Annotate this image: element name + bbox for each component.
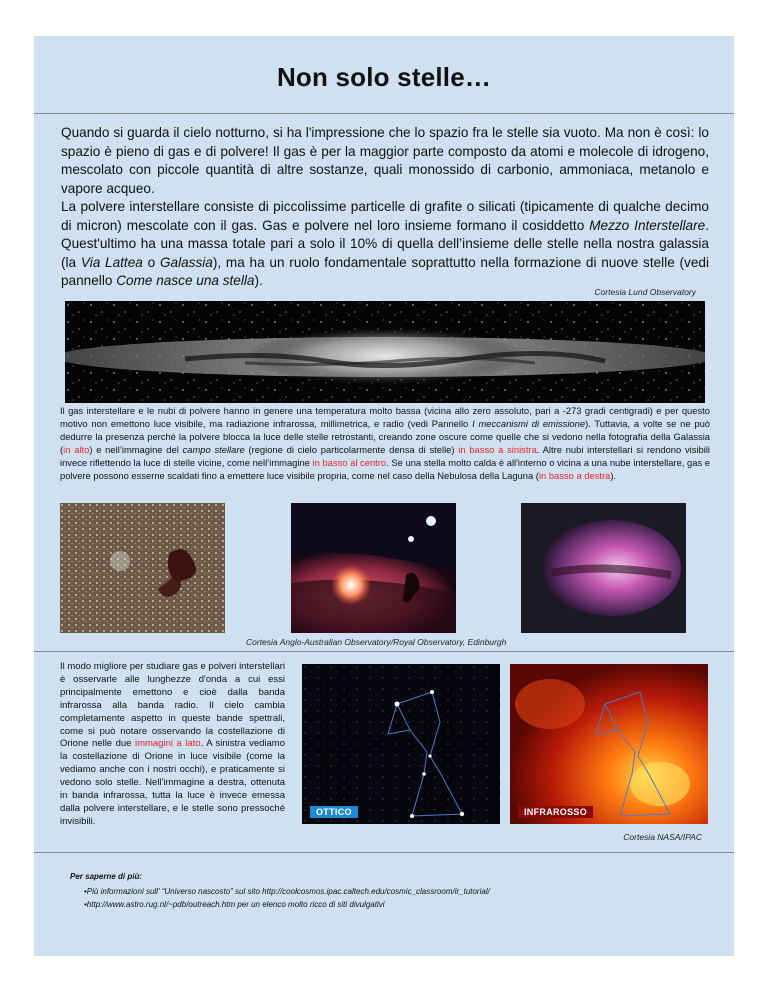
intro-text-3: . Quest'ultimo ha una massa totale pari a solo il 10% di quella dell’insieme delle stelle nella nostra galassia (la [61, 217, 709, 270]
caption-f: campo stellare [182, 443, 245, 455]
milky-way-image [65, 301, 705, 403]
caption-b: I meccanismi di emissione [472, 417, 586, 429]
caption-ref-bottom-center: in basso al centro [312, 456, 387, 468]
title-rule [34, 113, 734, 114]
orion-paragraph [60, 661, 285, 829]
caption-ref-bottom-right: in basso a destra [538, 469, 611, 481]
caption-m: ). [610, 469, 617, 481]
further-reading-link-2[interactable]: •http://www.astro.rug.nl/~pdb/outreach.htm per un elenco molto ricco di siti divulgativi [84, 900, 385, 909]
caption-i: . Altre nubi interstellari si rendono visibili invece riflettendo la luce di stelle vicine, come nell’immagine [60, 443, 710, 468]
further-reading [70, 870, 720, 911]
orion-ref-images: immagini a lato [134, 738, 201, 750]
intro-mezzo: Mezzo Interstellare [589, 217, 706, 233]
caption-e: ) e nell’immagine del [89, 443, 183, 455]
orion-infrared-image [510, 664, 708, 824]
infrared-label: INFRAROSSO [518, 806, 593, 818]
lagoon-graphic [521, 503, 686, 633]
intro-paragraph [61, 124, 709, 291]
intro-pannello: Come nasce una stella [116, 273, 255, 288]
star-field-graphic [60, 503, 225, 633]
lagoon-nebula-image [521, 503, 686, 633]
orion-text-c: . A sinistra vediamo la costellazione di Orione in luce visibile (come la vediamo anche con i nostri occhi), e praticamente si vedono solo stelle. Nell'immagine a destra, ottenuta in banda infrarossa, tutta la luce è invece emessa dalla polvere interstellare, e le stelle sono pressoché invisibili. [60, 738, 286, 827]
intro-text-4: ), ma ha un ruolo fondamentale soprattutto nella formazione di nuove stelle (vedi pannello [61, 254, 709, 288]
credit-lund: Cortesia Lund Observatory [594, 287, 696, 297]
horsehead-graphic [291, 503, 456, 633]
caption-ref-bottom-left: in basso a sinistra [458, 443, 537, 455]
caption-c: ). Tuttavia, a volte se ne può dedurre la presenza perché la polvere blocca la luce delle stelle retrostanti, creando zone oscure come quelle che si vedono nella fotografia della Galassia ( [60, 417, 710, 455]
intro-text-1: Quando si guarda il cielo notturno, si ha l'impressione che lo spazio fra le stelle sia vuoto. Ma non è così: lo spazio è pieno di gas e di polvere! Il gas è per la maggior parte composto da atomi e molecole di idrogeno, mescolato con piccole quantità di altre sostanze, quali monossido di carbonio, ammoniaca, metanolo e vapore acqueo. [61, 125, 709, 196]
further-reading-title: Per saperne di più: [70, 872, 143, 881]
orion-optical-image [302, 664, 500, 824]
credit-nasa: Cortesia NASA/IPAC [623, 832, 702, 842]
caption-k: . Se una stella molto calda è all'interno o vicina a una nube interstellare, gas e polvere possono esserne scaldati fino a emettere luce visibile propria, come nel caso della Nebulosa della Laguna ( [60, 456, 710, 481]
caption-g: (regione di cielo particolarmente densa di stelle) [244, 443, 459, 455]
intro-text-2: La polvere interstellare consiste di piccolissime particelle di grafite o silicati (tipicamente di qualche decimo di micron) mescolate con il gas. Gas e polvere nel loro insieme formano il cosiddetto [61, 199, 709, 233]
further-reading-link-1[interactable]: •Più informazioni sull' “Universo nascosto” sul sito http://coolcosmos.ipac.caltech.edu/cosmic_classroom/ir_tutorial/ [84, 887, 490, 896]
orion-infrared-graphic [510, 664, 708, 824]
caption-a: Il gas interstellare e le nubi di polvere hanno in genere una temperatura molto bassa (vicina allo zero assoluto, pari a -273 gradi centigradi) e per questo motivo non emettono luce visibile, ma radiazione infrarossa, millimetrica, e radio (vedi Pannello [60, 405, 710, 429]
intro-galassia: Galassia [159, 254, 213, 270]
horsehead-nebula-image [291, 503, 456, 633]
caption-ref-top: in alto [63, 443, 90, 455]
footer-rule [34, 852, 734, 853]
intro-via-lattea: Via Lattea [80, 254, 143, 270]
milky-way-graphic [65, 301, 705, 403]
credit-aao: Cortesia Anglo-Australian Observatory/Royal Observatory, Edinburgh [246, 637, 507, 647]
intro-text-5: ). [254, 273, 263, 288]
orion-text-a: Il modo migliore per studiare gas e polveri interstellari è osservarle alle lunghezze d'onda a cui essi principalmente emettono e cioè dalla banda infrarossa alla banda radio. Il cielo cambia completamente aspetto in queste bande spettrali, come si può notare osservando la costellazione di Orione nelle due [60, 661, 285, 750]
page-title: Non solo stelle… [276, 62, 492, 92]
star-field-image [60, 503, 225, 633]
optical-label: OTTICO [310, 806, 358, 818]
dust-caption [60, 405, 710, 482]
orion-optical-graphic [302, 664, 500, 824]
section-rule [34, 651, 734, 652]
intro-o: o [142, 254, 160, 270]
